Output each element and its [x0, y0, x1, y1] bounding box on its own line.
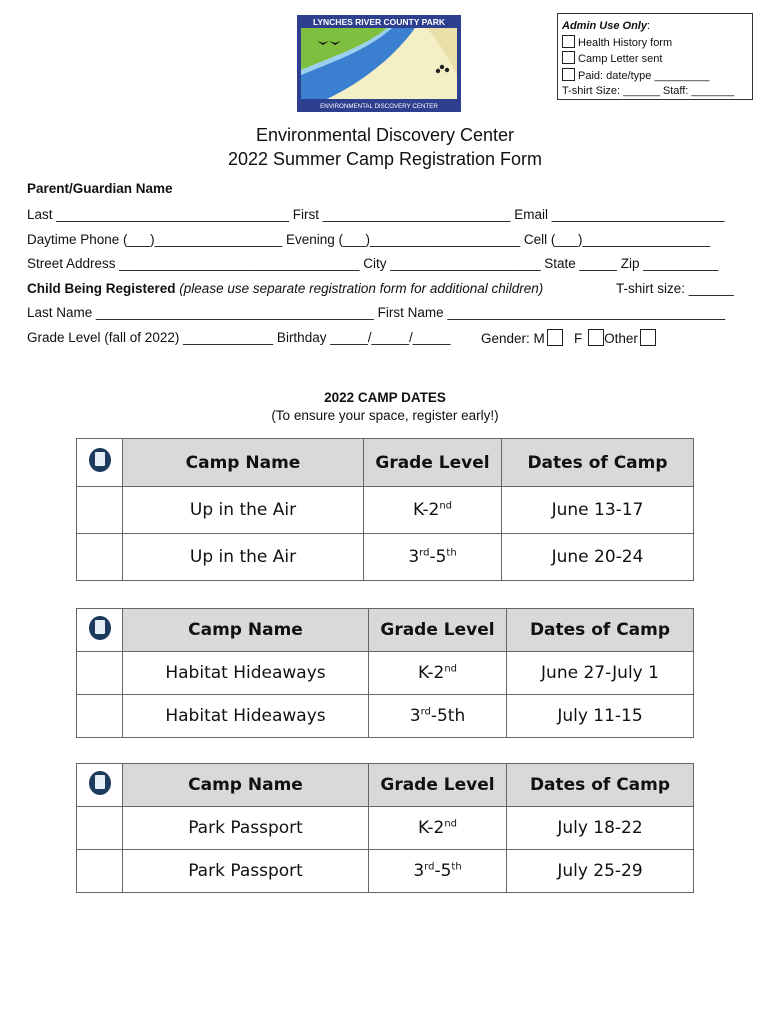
table-icon-cell [77, 764, 123, 807]
header-grade-level: Grade Level [369, 609, 507, 652]
dates-cell: June 27-July 1 [507, 652, 694, 695]
dates-cell: July 25-29 [507, 850, 694, 893]
grade-sup-b: th [446, 547, 457, 559]
logo-top-text: LYNCHES RIVER COUNTY PARK [312, 17, 446, 27]
camp-table-3 [76, 763, 694, 893]
camp-name-cell: Up in the Air [123, 534, 364, 581]
parent-phone-line[interactable]: Daytime Phone (___)_________________ Evening (___)____________________ Cell (___)_________________ [27, 232, 711, 247]
camp-name-cell: Habitat Hideaways [123, 652, 369, 695]
admin-item-letter: Camp Letter sent [578, 53, 663, 65]
table-row [77, 695, 694, 738]
table-header-row [77, 764, 694, 807]
grade-text: 3 [408, 547, 420, 567]
camp-dates-subheading: (To ensure your space, register early!) [271, 408, 499, 423]
dates-cell: July 18-22 [507, 807, 694, 850]
gender-m-checkbox[interactable] [547, 329, 563, 346]
parent-heading: Parent/Guardian Name [27, 181, 173, 196]
grade-sup: rd [424, 861, 435, 873]
select-cell[interactable] [77, 534, 123, 581]
header-grade-level: Grade Level [369, 764, 507, 807]
grade-cell [369, 695, 507, 738]
table-icon-cell [77, 609, 123, 652]
header-dates: Dates of Camp [507, 609, 694, 652]
dates-cell: July 11-15 [507, 695, 694, 738]
admin-item-health: Health History form [578, 36, 673, 49]
camp-table-2 [76, 608, 694, 738]
grade-cell [369, 652, 507, 695]
gender-row [481, 329, 656, 346]
admin-use-box [557, 13, 753, 100]
table-row [77, 652, 694, 695]
header-dates: Dates of Camp [502, 439, 694, 487]
clipboard-icon [89, 616, 111, 640]
parent-address-line[interactable]: Street Address ________________________________ City ____________________ State _____ Zip __________ [27, 256, 719, 271]
grade-text: 3 [409, 706, 421, 726]
dates-cell: June 13-17 [502, 487, 694, 534]
camp-name-cell: Habitat Hideaways [123, 695, 369, 738]
child-name-line[interactable]: Last Name _____________________________________ First Name _____________________________________ [27, 305, 726, 320]
gender-f-label: F [574, 331, 583, 346]
admin-tshirt-line: T-shirt Size: ______ Staff: _______ [562, 85, 735, 97]
grade-sup: rd [419, 547, 430, 559]
admin-item-paid: Paid: date/type _________ [578, 69, 710, 82]
form-title-line1: Environmental Discovery Center [255, 125, 515, 145]
camp-name-cell: Up in the Air [123, 487, 364, 534]
header-dates: Dates of Camp [507, 764, 694, 807]
child-grade-birthday-line[interactable]: Grade Level (fall of 2022) ____________ Birthday _____/_____/_____ [27, 330, 451, 345]
grade-sup: nd [444, 663, 457, 675]
camp-letter-checkbox[interactable] [562, 51, 575, 64]
camp-name-cell: Park Passport [123, 850, 369, 893]
clipboard-icon [89, 448, 111, 472]
park-logo [297, 15, 461, 112]
grade-sup: nd [439, 500, 452, 512]
table-row [77, 487, 694, 534]
logo-graphic [297, 15, 461, 112]
grade-sup: rd [420, 706, 431, 718]
paid-checkbox[interactable] [562, 68, 575, 81]
grade-cell [369, 807, 507, 850]
gender-other-label: Other [604, 331, 638, 346]
gender-label: Gender: M [481, 331, 545, 346]
grade-sup: nd [444, 818, 457, 830]
header-camp-name: Camp Name [123, 609, 369, 652]
child-heading-row [27, 281, 543, 296]
camp-table-1 [76, 438, 694, 581]
camp-dates-heading: 2022 CAMP DATES [324, 390, 446, 405]
admin-colon: : [646, 20, 651, 32]
select-cell[interactable] [77, 487, 123, 534]
select-cell[interactable] [77, 850, 123, 893]
grade-text-b: -5th [430, 706, 466, 726]
parent-name-line[interactable]: Last _______________________________ First _________________________ Email _______________________ [27, 207, 725, 222]
logo-bottom-text: ENVIRONMENTAL DISCOVERY CENTER [320, 103, 438, 110]
grade-text: 3 [413, 861, 425, 881]
health-history-checkbox[interactable] [562, 35, 575, 48]
camp-name-cell: Park Passport [123, 807, 369, 850]
select-cell[interactable] [77, 807, 123, 850]
table-row [77, 850, 694, 893]
table-header-row [77, 439, 694, 487]
grade-sup-b: th [451, 861, 462, 873]
header-camp-name: Camp Name [123, 439, 364, 487]
gender-f-checkbox[interactable] [588, 329, 604, 346]
child-note: (please use separate registration form for additional children) [179, 281, 544, 296]
select-cell[interactable] [77, 695, 123, 738]
select-cell[interactable] [77, 652, 123, 695]
table-header-row [77, 609, 694, 652]
child-tshirt-field[interactable]: T-shirt size: ______ [616, 281, 734, 296]
clipboard-icon [89, 771, 111, 795]
table-row [77, 534, 694, 581]
grade-cell [364, 487, 502, 534]
dates-cell: June 20-24 [502, 534, 694, 581]
form-title-line2: 2022 Summer Camp Registration Form [227, 149, 543, 169]
child-heading: Child Being Registered [27, 281, 176, 296]
grade-cell [364, 534, 502, 581]
grade-text-b: -5 [429, 547, 447, 567]
grade-text: K-2 [412, 500, 440, 520]
header-grade-level: Grade Level [364, 439, 502, 487]
grade-text-b: -5 [434, 861, 452, 881]
header-camp-name: Camp Name [123, 764, 369, 807]
grade-text: K-2 [417, 663, 445, 683]
table-row [77, 807, 694, 850]
gender-other-checkbox[interactable] [640, 329, 656, 346]
grade-cell [369, 850, 507, 893]
table-icon-cell [77, 439, 123, 487]
admin-heading: Admin Use Only [562, 20, 647, 32]
grade-text: K-2 [417, 818, 445, 838]
